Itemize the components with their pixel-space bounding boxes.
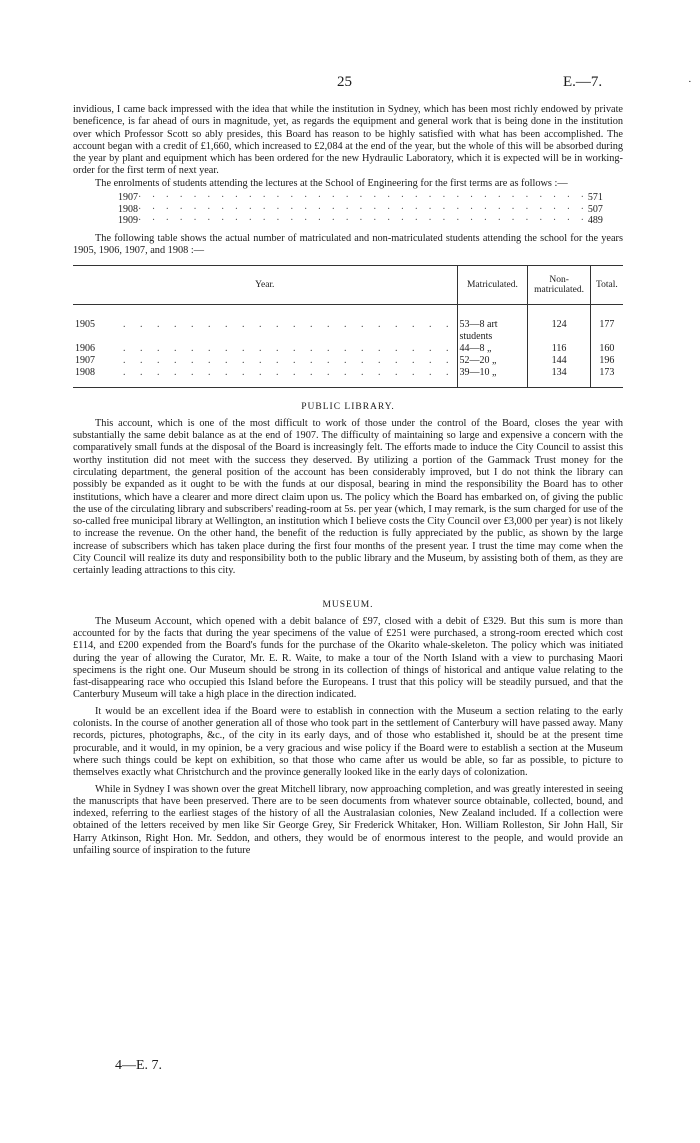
paragraph-sydney-institution: invidious, I came back impressed with the idea that while the institution in Sydney, which has been most richly endowed by private beneficence, is far ahead of ours in magnitude, yet, as regards the equipment and general work that is being done in the institution over which Professor Scott so ably presides, this Board has reason to be highly satisfied with what has been accomplished. The account began with a credit of £1,660, which increased to £2,084 at the end of the year, but the whole of this will be absorbed during the year by plant and equipment which has been ordered for the new Hydraulic Laboratory, which it is expected will be in working-order for the first term of next year. — [73, 104, 623, 177]
enrolment-row — [118, 215, 603, 227]
enrolment-count: 571 — [587, 192, 603, 204]
footer-signature: 4—E. 7. — [115, 1058, 163, 1073]
cell-total: 160 — [590, 343, 623, 355]
students-table — [73, 265, 623, 388]
cell-matriculated: 53—8 art students — [457, 319, 528, 343]
enrolments-list — [118, 192, 603, 227]
table-spacer — [73, 304, 623, 319]
enrolment-row — [118, 192, 603, 204]
paragraph-public-library: This account, which is one of the most difficult to work of those under the control of the Board, closes the year with substantially the same debit balance as at the end of 1907. The difficulty of maintaining so large and expensive a concern with the comparatively small funds at the disposal of the Board is increasingly felt. The efforts made to induce the City Council to assist this worthy institution did not meet with the success they deserved. By utilizing a portion of the Gammack Trust money for the circulating department, the general position of the account has been considerably improved, but I do not think the library can possibly be expanded as it ought to be with the funds at our disposal, bearing in mind the responsibility the Board has to other institutions, which have a clearer and more direct claim upon us. The policy which the Board has embarked on, of giving the public the use of the circulating library and subscribers' reading-room at 5s. per year (which, I may remark, is the sum charged for use of the so-called free municipal library at Wellington, an institution which I believe costs the City Council over £3,000 per year) is not likely to increase the revenue. On the other hand, the benefit of the reduction is fully appreciated by the public, as shown by the large increase of subscribers which has taken place during the first four months of the present year. I trust the time may come when the City Council will realize its duty and responsibility both to the public library and the Museum, by assisting both of them, as they are certainly leading attractions to this city. — [73, 417, 623, 577]
leader-dots: · · · · · · · · · · · · · · · · · · · · · · · · · · · · · · · · · — [138, 215, 588, 227]
enrolment-year: 1909 — [118, 215, 138, 227]
leader-dots: · · · · · · · · · · · · · · · · · · · · · · · · · · · · · · · · · — [138, 192, 588, 204]
enrolment-count: 507 — [587, 203, 603, 215]
leader-dots: . . . . . . . . . . . . . . . . . . . . — [123, 318, 455, 330]
cell-non-matriculated: 144 — [528, 355, 590, 367]
leader-dots: · · · · · · · · · · · · · · · · · · · · · · · · · · · · · · · · · — [138, 203, 588, 215]
table-row — [73, 367, 623, 388]
table-row — [73, 343, 623, 355]
enrolment-year: 1907 — [118, 192, 138, 204]
cell-year: 1905 — [75, 318, 95, 330]
cell-matriculated: 44—8 „ — [457, 343, 528, 355]
table-row — [73, 319, 623, 343]
margin-mark: · — [688, 76, 692, 88]
cell-year: 1906 — [75, 342, 95, 354]
cell-non-matriculated: 116 — [528, 343, 590, 355]
section-heading-public-library: PUBLIC LIBRARY. — [301, 401, 395, 412]
col-header-non-matriculated: Non-matriculated. — [528, 265, 590, 304]
cell-year: 1908 — [75, 366, 95, 378]
col-header-total: Total. — [590, 265, 623, 304]
table-header-row — [73, 265, 623, 304]
cell-non-matriculated: 134 — [528, 367, 590, 388]
paragraph-enrolments-intro: The enrolments of students attending the lectures at the School of Engineering for the first terms are as follows :— — [95, 177, 568, 189]
paragraph-early-colonists: It would be an excellent idea if the Board were to establish in connection with the Museum a section relating to the early colonists. In the course of another generation all of those who took part in the settlement of Canterbury will have passed away. Many records, pictures, photographs, &c., of the city in its early days, and of those who established it, should be at the present time procurable, and it would, in my opinion, be a very gracious and wise policy if the Board were to establish a section at the Museum where such things could be kept on exhibition, so that those who came after us would be able, so far as possible, to picture to themselves exactly what Christchurch and the province generally looked like in the early days of colonization. — [73, 705, 623, 779]
cell-total: 173 — [590, 367, 623, 388]
cell-total: 196 — [590, 355, 623, 367]
paragraph-table-intro: The following table shows the actual number of matriculated and non-matriculated students attending the school for the years 1905, 1906, 1907, and 1908 :— — [73, 233, 623, 257]
leader-dots: . . . . . . . . . . . . . . . . . . . . — [123, 342, 455, 354]
leader-dots: . . . . . . . . . . . . . . . . . . . . — [123, 354, 455, 366]
cell-total: 177 — [590, 319, 623, 343]
leader-dots: . . . . . . . . . . . . . . . . . . . . — [123, 366, 455, 378]
cell-matriculated: 52—20 „ — [457, 355, 528, 367]
document-reference: E.—7. — [563, 74, 603, 90]
col-header-matriculated: Matriculated. — [457, 265, 528, 304]
section-heading-museum: MUSEUM. — [322, 599, 374, 610]
enrolment-count: 489 — [587, 215, 603, 227]
enrolment-row — [118, 203, 603, 216]
col-header-year: Year. — [73, 265, 457, 304]
table-row — [73, 355, 623, 367]
page-body — [73, 104, 623, 857]
cell-year: 1907 — [75, 354, 95, 366]
cell-matriculated: 39—10 „ — [457, 367, 528, 388]
paragraph-museum-account: The Museum Account, which opened with a debit balance of £97, closed with a debit of £329. But this sum is more than accounted for by the facts that during the year specimens of the value of £251 were purchased, a strong-room erected which cost £114, and £200 expended from the Board's funds for the purchase of the Okarito whale-skeleton. The policy which was initiated during the year of allowing the Curator, Mr. E. R. Waite, to make a tour of the North Island with a view to purchasing Maori specimens is the right one. Our Museum should be strong in its collection of things of historical and antique value relating to the fast-disappearing race who occupied this Island before the Europeans. I trust that this policy will be steadily pursued, and that the Canterbury Museum will take a high place in the direction indicated. — [73, 615, 623, 701]
paragraph-mitchell-library: While in Sydney I was shown over the great Mitchell library, now approaching completion, and was greatly interested in seeing the manuscripts that have been preserved. There are to be seen documents from whatever source obtainable, collected, bound, and indexed, referring to the earliest stages of the history of all the Australasian colonies, New Zealand included. If a collection were obtained of the letters received by men like Sir George Grey, Sir Frederick Whitaker, Hon. William Rolleston, Sir John Hall, Sir Harry Atkinson, Right Hon. Mr. Seddon, and others, they would be of enormous interest to the people, and would provide an unfailing source of inspiration to the future — [73, 783, 623, 856]
page-number: 25 — [337, 74, 352, 90]
enrolment-year: 1908 — [118, 203, 138, 215]
cell-non-matriculated: 124 — [528, 319, 590, 343]
